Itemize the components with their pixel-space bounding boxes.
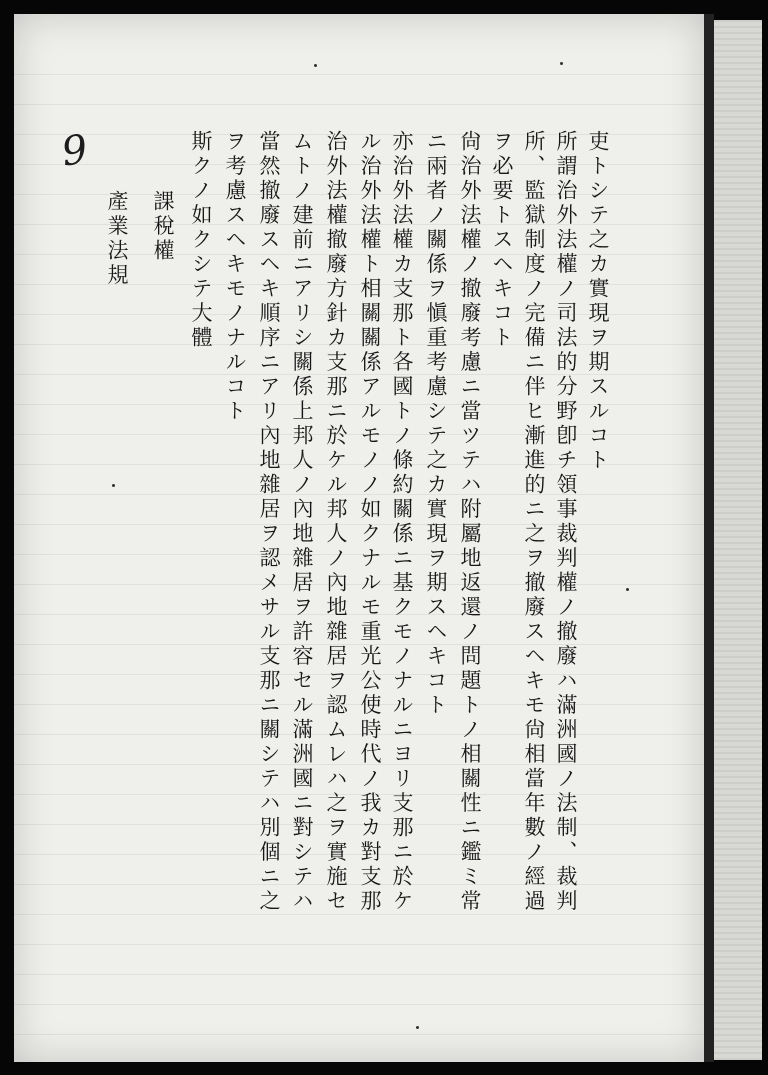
adjacent-page-strip [714,20,762,1060]
text-column-2: 所謂治外法權ノ司法的分野卽チ領事裁判權ノ撤廢ハ滿洲國ノ法制、裁判 [554,130,578,914]
text-column-3: 所、監獄制度ノ完備ニ伴ヒ漸進的ニ之ヲ撤廢スヘキモ尙相當年數ノ經過 [522,130,546,914]
text-column-8: ル治外法權ト相關關係アルモノノ如クナルモ重光公使時代ノ我カ對支那 [358,130,382,914]
text-column-12: ヲ考慮スヘキモノナルコト [223,130,247,424]
text-column-1: 吏トシテ之カ實現ヲ期スルコト [586,130,610,473]
page-edge-shadow [704,14,714,1062]
text-column-9: 治外法權撤廢方針カ支那ニ於ケル邦人ノ內地雜居ヲ認ムレハ之ヲ實施セ [324,130,348,914]
handwritten-page-number: 9 [58,126,91,176]
heading-industrial-law: 產業法規 [105,190,129,288]
heading-tax-rights: 課稅權 [151,190,175,264]
text-column-13: 斯クノ如クシテ大體 [189,130,213,351]
text-column-4: ヲ必要トスヘキコト [490,130,514,351]
text-column-6: ニ兩者ノ關係ヲ愼重考慮シテ之カ實現ヲ期スヘキコト [424,130,448,718]
text-column-11: 當然撤廢スヘキ順序ニアリ內地雜居ヲ認メサル支那ニ關シテハ別個ニ之 [257,130,281,914]
text-column-5: 尙治外法權ノ撤廢考慮ニ當ツテハ附屬地返還ノ問題トノ相關性ニ鑑ミ常 [458,130,482,914]
text-column-7: 亦治外法權カ支那ト各國トノ條約關係ニ基クモノナルニヨリ支那ニ於ケ [390,130,414,914]
text-column-10: ムトノ建前ニアリシ關係上邦人ノ內地雜居ヲ許容セル滿洲國ニ對シテハ [290,130,314,914]
